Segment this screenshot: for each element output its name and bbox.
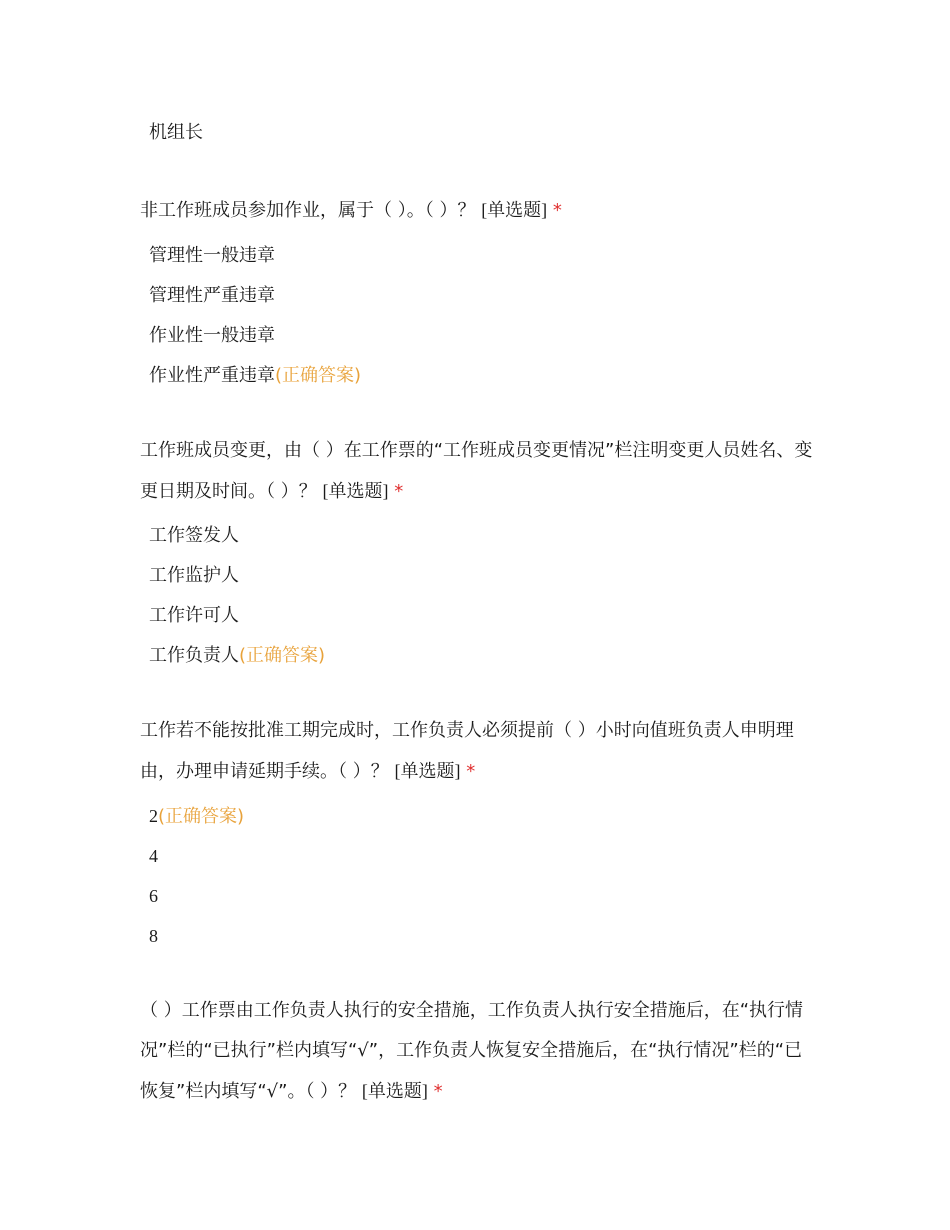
question-text (140, 431, 820, 512)
question-text (140, 711, 820, 792)
required-marker: * (394, 481, 404, 502)
option-label: 工作负责人 (149, 645, 239, 666)
option-label: 6 (149, 886, 158, 906)
option-label: 作业性一般违章 (149, 325, 275, 346)
option-item[interactable] (149, 844, 158, 869)
question-prompt: （ ）工作票由工作负责人执行的安全措施，工作负责人执行安全措施后，在“执行情况”栏的“已执行”栏内填写“√”，工作负责人恢复安全措施后，在“执行情况”栏的“已恢复”栏内填写“√”。（ ）？ (140, 1000, 804, 1102)
required-marker: * (433, 1081, 443, 1102)
question-text (140, 190, 820, 231)
correct-answer-mark: (正确答案) (158, 806, 245, 827)
question-prompt: 非工作班成员参加作业，属于（ ）。（ ）？ (140, 200, 476, 221)
option-label: 工作监护人 (149, 565, 239, 586)
option-label: 管理性一般违章 (149, 245, 275, 266)
option-label: 机组长 (149, 122, 203, 143)
required-marker: * (552, 200, 562, 221)
question-type-tag: [单选题] (394, 761, 461, 781)
option-label: 作业性严重违章 (149, 365, 275, 386)
option-item[interactable] (149, 324, 275, 348)
question-text (140, 991, 820, 1112)
question-type-tag: [单选题] (322, 481, 389, 501)
option-item[interactable] (149, 924, 158, 949)
option-item[interactable] (149, 524, 239, 548)
option-item[interactable] (149, 121, 203, 145)
option-item[interactable] (149, 884, 158, 909)
question-prompt: 工作若不能按批准工期完成时，工作负责人必须提前（ ）小时向值班负责人申明理由，办理申请延期手续。（ ）？ (140, 720, 794, 782)
option-item[interactable] (149, 244, 275, 268)
option-label: 4 (149, 846, 158, 866)
option-label: 工作许可人 (149, 605, 239, 626)
question-type-tag: [单选题] (481, 200, 548, 220)
correct-answer-mark: (正确答案) (239, 645, 326, 666)
option-item[interactable] (149, 364, 361, 388)
question-prompt: 工作班成员变更，由（ ）在工作票的“工作班成员变更情况”栏注明变更人员姓名、变更日期及时间。（ ）？ (140, 440, 813, 502)
required-marker: * (466, 761, 476, 782)
option-label: 管理性严重违章 (149, 285, 275, 306)
correct-answer-mark: (正确答案) (275, 365, 362, 386)
option-label: 2 (149, 806, 158, 826)
option-item[interactable] (149, 564, 239, 588)
option-item[interactable] (149, 284, 275, 308)
option-item[interactable] (149, 644, 325, 668)
option-label: 8 (149, 926, 158, 946)
option-item[interactable] (149, 604, 239, 628)
option-label: 工作签发人 (149, 525, 239, 546)
question-type-tag: [单选题] (361, 1081, 428, 1101)
option-item[interactable] (149, 804, 244, 829)
